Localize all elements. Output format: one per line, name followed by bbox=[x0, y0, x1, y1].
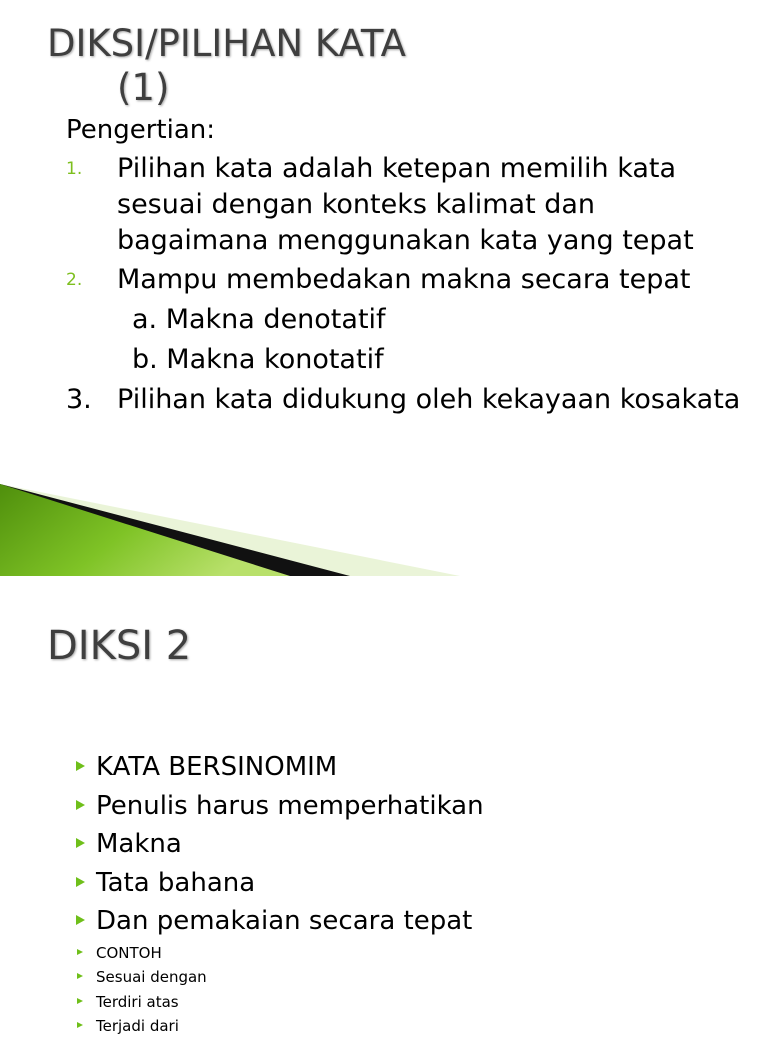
list-item bbox=[74, 965, 754, 990]
title-line-1: DIKSI/PILIHAN KATA bbox=[47, 22, 406, 65]
slide-1-body bbox=[66, 112, 746, 418]
title-line-2: (1) bbox=[117, 65, 170, 109]
slide-2-bullet-list bbox=[74, 748, 754, 1039]
item-marker: 2. bbox=[66, 270, 83, 290]
slide-1-title bbox=[47, 22, 406, 109]
numbered-item-3 bbox=[66, 382, 746, 418]
bullet-arrow-icon bbox=[76, 877, 85, 887]
bullet-arrow-icon bbox=[77, 998, 83, 1004]
item-text: Pilihan kata didukung oleh kekayaan kosakata bbox=[117, 384, 741, 415]
slide-2-title: DIKSI 2 bbox=[47, 623, 192, 669]
list-item-text: Makna bbox=[96, 829, 182, 859]
bullet-arrow-icon bbox=[77, 949, 83, 955]
bullet-arrow-icon bbox=[76, 838, 85, 848]
list-item-text: Tata bahana bbox=[96, 867, 256, 898]
list-item-text: KATA BERSINOMIM bbox=[96, 752, 338, 782]
numbered-item-1 bbox=[66, 151, 746, 259]
bullet-arrow-icon bbox=[76, 915, 85, 925]
numbered-item-2 bbox=[66, 262, 746, 298]
item-marker: 1. bbox=[66, 159, 83, 179]
sub-item-b: b. Makna konotatif bbox=[132, 344, 384, 375]
intro-text: Pengertian: bbox=[66, 115, 216, 145]
bullet-arrow-icon bbox=[77, 1022, 83, 1028]
list-item-text: Sesuai dengan bbox=[96, 968, 207, 986]
list-item bbox=[74, 941, 754, 966]
bullet-arrow-icon bbox=[76, 800, 85, 810]
list-item-text: Penulis harus memperhatikan bbox=[96, 790, 484, 821]
list-item bbox=[74, 825, 754, 864]
slide-2 bbox=[0, 576, 768, 1035]
list-item-text: Terdiri atas bbox=[96, 992, 179, 1011]
item-marker: 3. bbox=[66, 384, 92, 415]
list-item bbox=[74, 990, 754, 1015]
list-item bbox=[74, 902, 754, 941]
list-item-text: Terjadi dari bbox=[96, 1017, 179, 1035]
decorative-swoosh bbox=[0, 470, 768, 576]
list-item-text: Dan pemakaian secara tepat bbox=[96, 906, 473, 936]
list-item bbox=[74, 748, 754, 787]
sub-item-a: a. Makna denotatif bbox=[132, 304, 386, 335]
list-item bbox=[74, 787, 754, 826]
list-item bbox=[74, 864, 754, 903]
list-item bbox=[74, 1014, 754, 1039]
item-text: Mampu membedakan makna secara tepat bbox=[117, 264, 691, 295]
bullet-arrow-icon bbox=[77, 973, 83, 979]
bullet-arrow-icon bbox=[76, 761, 85, 771]
list-item-text: CONTOH bbox=[96, 943, 162, 962]
item-text: Pilihan kata adalah ketepan memilih kata sesuai dengan konteks kalimat dan bagaimana menggunakan kata yang tepat bbox=[117, 153, 694, 256]
